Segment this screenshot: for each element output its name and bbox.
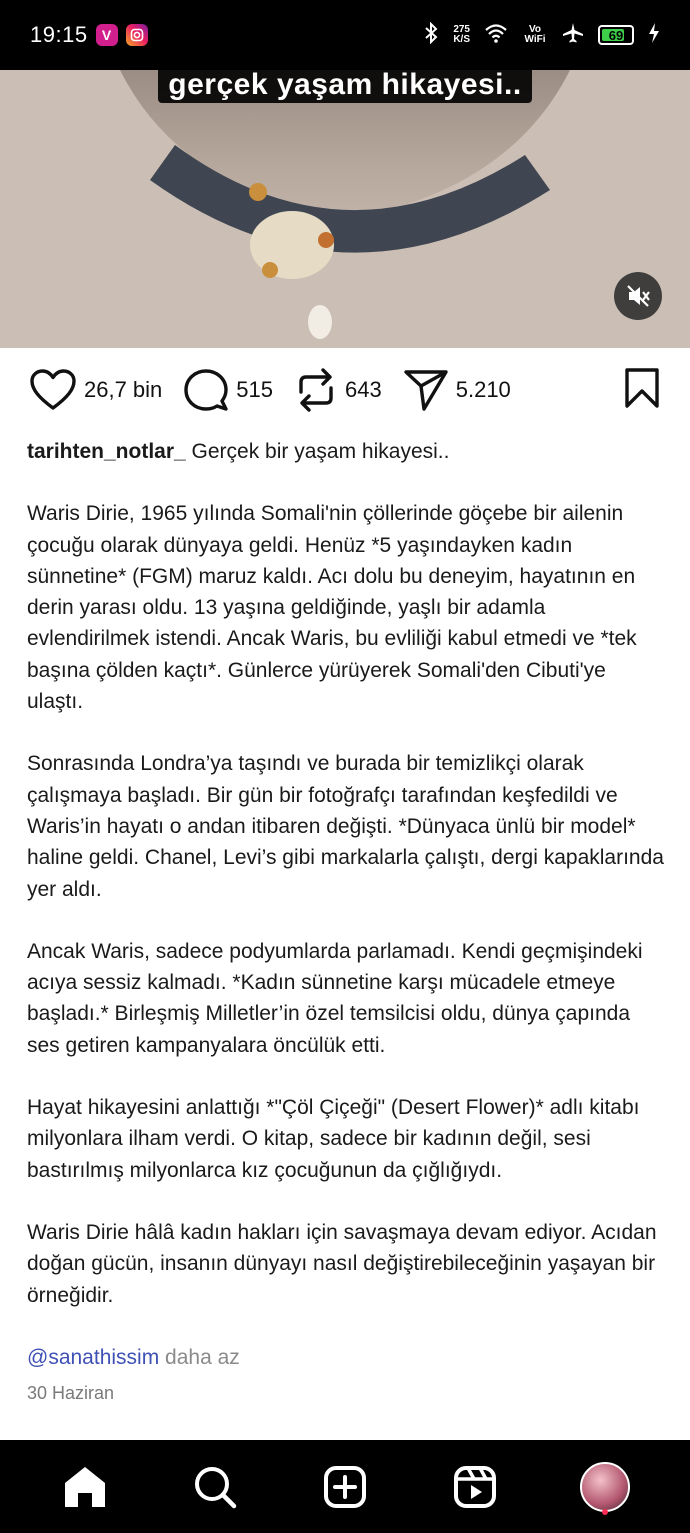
repost-count[interactable]: 643 xyxy=(345,377,382,402)
bluetooth-icon xyxy=(423,22,439,49)
charging-icon xyxy=(648,23,660,48)
wifi-icon xyxy=(484,23,508,48)
post-date: 30 Haziran xyxy=(27,1383,115,1403)
comment-button[interactable] xyxy=(184,368,273,412)
caption-paragraph: Sonrasında Londra’ya taşındı ve burada bir temizlikçi olarak çalışmaya başladı. Bir gün bir fotoğrafçı tarafından keşfedildi ve Waris’in hayatı o andan itibaren değişti. *Dünyaca ünlü bir model* haline geldi. Chanel, Levi’s gibi markalarla çalıştı, dergi kapaklarında yer aldı. xyxy=(27,752,664,901)
status-bar xyxy=(0,0,690,70)
battery-indicator: 69 xyxy=(598,25,634,45)
caption-footer xyxy=(27,1342,667,1373)
vowifi-indicator: Vo WiFi xyxy=(524,24,546,45)
caption-headline: tarihten_notlar_ Gerçek bir yaşam hikayesi.. xyxy=(27,440,450,463)
avatar xyxy=(580,1462,630,1512)
like-count[interactable]: 26,7 bin xyxy=(84,377,163,402)
video-text-overlay: gerçek yaşam hikayesi.. xyxy=(0,70,690,102)
share-button[interactable] xyxy=(404,369,511,411)
post-image xyxy=(0,70,690,348)
muted-speaker-icon xyxy=(625,283,651,309)
airplane-mode-icon xyxy=(562,22,584,49)
notification-dot xyxy=(602,1509,608,1515)
nav-search[interactable] xyxy=(185,1457,245,1517)
search-icon xyxy=(193,1465,237,1509)
nav-reels[interactable] xyxy=(445,1457,505,1517)
post-actions xyxy=(30,362,660,418)
heart-icon xyxy=(30,369,76,411)
nav-home[interactable] xyxy=(55,1457,115,1517)
caption-paragraph: Hayat hikayesini anlattığı *"Çöl Çiçeği" (Desert Flower)* adlı kitabı milyonlara ilham verdi. O kitap, sadece bir kadının değil, sesi bastırılmış milyonlarca kız çocuğunun da çığlığıydı. xyxy=(27,1096,640,1182)
notification-app-icon: V xyxy=(96,24,118,46)
mention-link[interactable]: @sanathissim xyxy=(27,1345,160,1369)
network-speed: 275 K/S xyxy=(453,24,470,45)
repost-icon xyxy=(295,368,337,412)
share-count[interactable]: 5.210 xyxy=(455,377,511,402)
caption-paragraph: Ancak Waris, sadece podyumlarda parlamadı. Kendi geçmişindeki acıya sessiz kalmadı. *Kadın sünnetine karşı mücadele etmeye başladı.* Birleşmiş Milletler’in özel temsilcisi oldu, dünya çapında ses getiren kampanyalara öncülük etti. xyxy=(27,939,643,1057)
reels-icon xyxy=(453,1465,497,1509)
save-button[interactable] xyxy=(624,367,660,414)
bookmark-icon xyxy=(624,367,660,409)
status-time: 19:15 xyxy=(30,22,88,47)
show-less-link[interactable]: daha az xyxy=(165,1345,240,1369)
post-username[interactable]: tarihten_notlar_ xyxy=(27,440,186,463)
post-media[interactable] xyxy=(0,70,690,348)
create-icon xyxy=(323,1465,367,1509)
home-icon xyxy=(62,1465,108,1509)
bottom-navigation xyxy=(0,1440,690,1533)
nav-create[interactable] xyxy=(315,1457,375,1517)
repost-button[interactable] xyxy=(295,368,382,412)
comment-count[interactable]: 515 xyxy=(236,377,274,402)
nav-profile[interactable] xyxy=(575,1457,635,1517)
caption-paragraph: Waris Dirie hâlâ kadın hakları için savaşmaya devam ediyor. Acıdan doğan gücün, insanın dünyayı nasıl değiştirebileceğinin yaşayan bir örneğidir. xyxy=(27,1220,657,1307)
send-icon xyxy=(404,369,448,411)
post-caption xyxy=(27,436,667,1404)
caption-paragraph: Waris Dirie, 1965 yılında Somali'nin çöllerinde göçebe bir ailenin çocuğu olarak dünyaya geldi. Henüz *5 yaşındayken kadın sünnetine* (FGM) maruz kaldı. Acı dolu bu deneyim, hayatının en derin yarası oldu. 13 yaşına geldiğinde, yaşlı bir adamla evlendirilmek istendi. Ancak Waris, bu evliliği kabul etmedi ve *tek başına çölden kaçtı*. Günlerce yürüyerek Somali'den Cibuti'ye ulaştı. xyxy=(27,502,637,714)
like-button[interactable] xyxy=(30,369,162,411)
instagram-notification-icon xyxy=(126,24,148,46)
comment-icon xyxy=(184,368,228,412)
mute-button[interactable] xyxy=(614,272,662,320)
